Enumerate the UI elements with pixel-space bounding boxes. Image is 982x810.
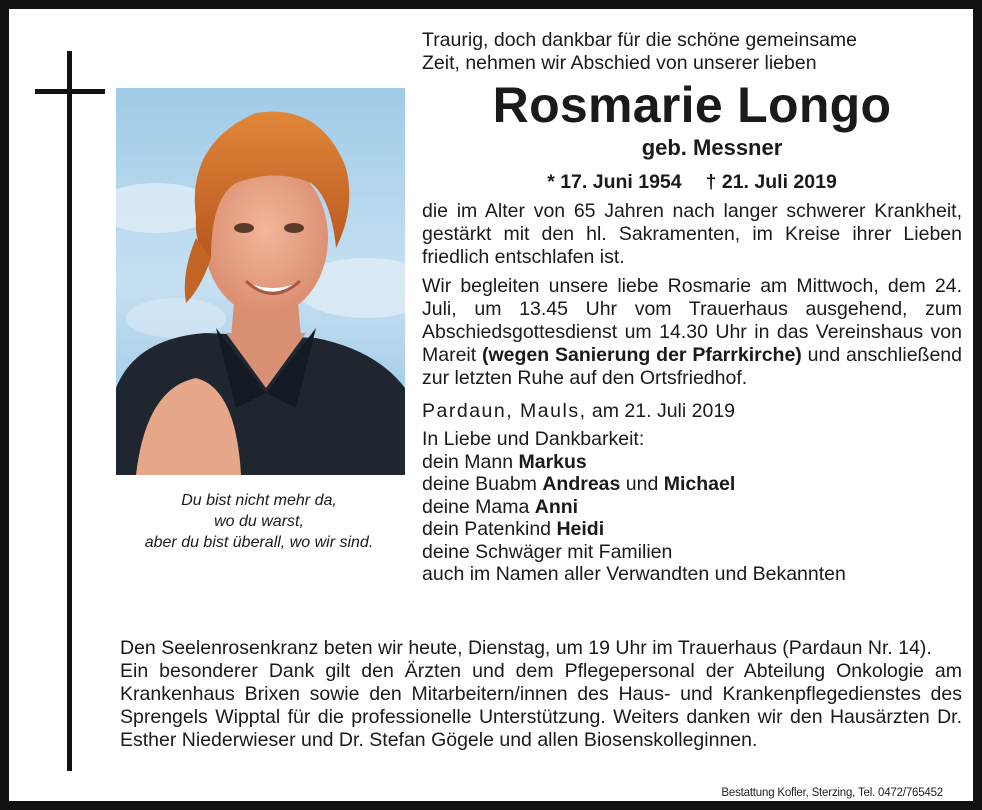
date: am 21. Juli 2019 (586, 400, 736, 422)
intro-line: Zeit, nehmen wir Abschied von unserer lieben (422, 52, 817, 74)
family-item: auch im Namen aller Verwandten und Bekannten (422, 563, 846, 585)
poem-line: Du bist nicht mehr da, (181, 492, 337, 509)
life-dates (422, 169, 962, 195)
family-item: dein Mann Markus (422, 450, 587, 473)
deceased-name: Rosmarie Longo (492, 77, 892, 133)
poem-line: wo du warst, (214, 513, 304, 530)
intro-text (422, 29, 962, 75)
rosary-notice: Den Seelenrosenkranz beten wir heute, Dienstag, um 19 Uhr im Trauerhaus (Pardaun Nr. 14). (120, 637, 932, 659)
portrait-photo (116, 88, 405, 475)
funeral-note: (wegen Sanierung der Pfarrkirche) (482, 344, 802, 366)
family-item: deine Mama Anni (422, 495, 579, 518)
funeral-text: Wir begleiten unsere liebe Rosmarie am Mittwoch, dem 24. Juli, um 13.45 Uhr vom Trauerhaus ausgehend, zum Abschiedsgottesdienst um 14.30 Uhr in das Vereinshaus von Mareit (422, 275, 962, 366)
family-intro: In Liebe und Dankbarkeit: (422, 428, 645, 450)
place-and-date (422, 400, 962, 423)
cross-vertical-bar (67, 51, 72, 771)
poem-line: aber du bist überall, wo wir sind. (144, 534, 374, 551)
obituary-text (422, 29, 962, 586)
closing-text (120, 637, 962, 752)
thanks-notice: Ein besonderer Dank gilt den Ärzten und dem Pflegepersonal der Abteilung Onkologie am Krankenhaus Brixen sowie den Mitarbeitern/innen des Haus- und Krankenpflegedienstes des Sprengels Wipptal für die professionelle Unterstützung. Weiters danken wir den Hausärzten Dr. Esther Niederwieser und Dr. Stefan Gögele und allen Biosenskolleginnen. (120, 660, 962, 751)
place: Pardaun, Mauls, (422, 400, 587, 422)
family-item: deine Buabm Andreas und Michael (422, 473, 736, 495)
paragraph-funeral (422, 275, 962, 390)
paragraph-passing: die im Alter von 65 Jahren nach langer schwerer Krankheit, gestärkt mit den hl. Sakramenten, im Kreise ihrer Lieben friedlich entschlafen ist. (422, 200, 962, 268)
death-date: † 21. Juli 2019 (705, 171, 837, 193)
maiden-name: geb. Messner (641, 135, 783, 160)
family-item: dein Patenkind Heidi (422, 518, 605, 540)
cross-horizontal-bar (35, 89, 105, 94)
funeral-home-credit: Bestattung Kofler, Sterzing, Tel. 0472/765452 (721, 787, 943, 799)
family-list (422, 428, 962, 586)
family-item: deine Schwäger mit Familien (422, 540, 673, 563)
memorial-poem (109, 490, 409, 553)
intro-line: Traurig, doch dankbar für die schöne gemeinsame (422, 29, 858, 51)
funeral-text-end: und anschließend zur letzten Ruhe auf den Ortsfriedhof. (422, 344, 962, 389)
birth-date: * 17. Juni 1954 (547, 171, 682, 193)
